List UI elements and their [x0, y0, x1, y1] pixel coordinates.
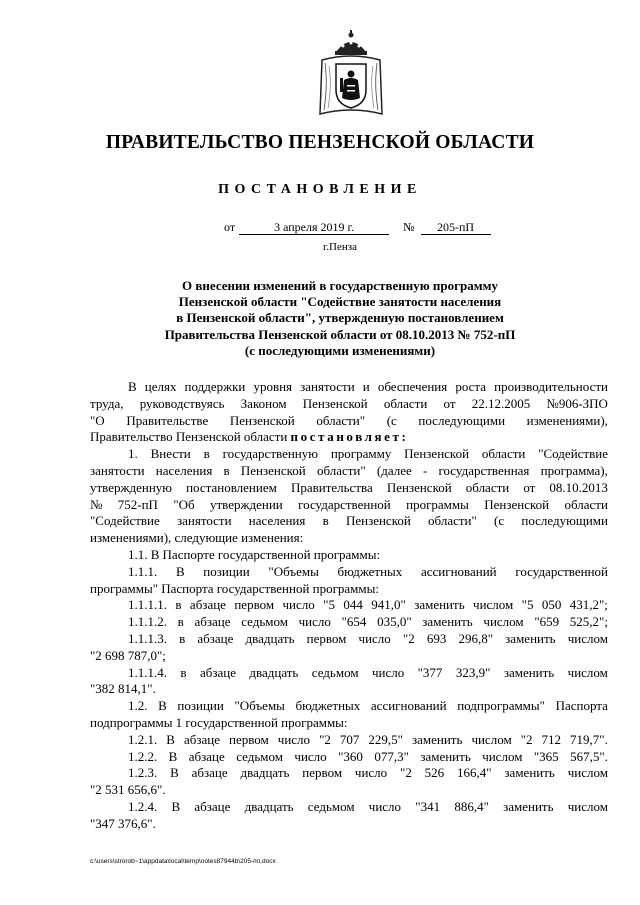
body-line: "2 531 656,6". [90, 782, 166, 798]
body-line: утвержденную постановлением Правительства Пензенской области от 08.10.2013 [90, 479, 608, 495]
date-number-line [224, 220, 491, 235]
number-prefix: № [403, 220, 415, 234]
body-line: 1.2.1. В абзаце первом число "2 707 229,5" заменить числом "2 712 719,7". [128, 731, 608, 747]
body-line: "Содействие занятости населения в Пензенской области" (с последующими [90, 513, 608, 529]
body-line: 1.1. В Паспорте государственной программы: [128, 546, 381, 562]
body-line: "О Правительстве Пензенской области" (с последующими изменениями), [90, 412, 608, 428]
body-line: программы" Паспорта государственной программы: [90, 580, 379, 596]
document-title [0, 278, 640, 359]
body-line: В целях поддержки уровня занятости и обеспечения роста производительности [128, 379, 608, 394]
coat-of-arms-icon [316, 30, 386, 118]
document-type: ПОСТАНОВЛЕНИЕ [218, 182, 422, 197]
body-line: 1.1.1.1. в абзаце первом число "5 044 941,0" заменить числом "5 050 431,2"; [128, 597, 608, 613]
body-line: "347 376,6". [90, 815, 156, 831]
body-line: 1.2.4. В абзаце двадцать седьмом число "341 886,4" заменить числом [128, 798, 608, 814]
decree-word: постановляет: [290, 429, 409, 445]
body-line: "382 814,1". [90, 681, 156, 697]
body-line: 1.1.1.2. в абзаце седьмом число "654 035,0" заменить числом "659 525,2"; [128, 614, 608, 630]
title-line: Пензенской области "Содействие занятости населения [178, 294, 502, 310]
body-line: подпрограммы 1 государственной программы: [90, 714, 348, 730]
body-line: 1. Внести в государственную программу Пензенской области "Содействие [128, 446, 608, 462]
title-line: Правительства Пензенской области от 08.10.2013 № 752-пП [164, 326, 516, 342]
body-line: Правительство Пензенской области постановляет: [90, 429, 409, 445]
body-line: 1.2. В позиции "Объемы бюджетных ассигнований подпрограммы" Паспорта [128, 698, 608, 714]
body-line: "2 698 787,0"; [90, 647, 166, 663]
title-line: в Пензенской области", утвержденную постановлением [176, 310, 504, 326]
body-line: занятости населения в Пензенской области" (далее - государственная программа), [90, 462, 608, 478]
city: г.Пенза [323, 241, 357, 253]
body-line: № 752-пП "Об утверждении государственной программы Пензенской области [90, 496, 608, 512]
title-line: О внесении изменений в государственную программу [182, 278, 498, 293]
body-line: изменениями), следующие изменения: [90, 530, 304, 546]
document-body [90, 379, 608, 833]
document-date: 3 апреля 2019 г. [239, 221, 389, 235]
title-line: (с последующими изменениями) [244, 342, 436, 358]
document-number: 205-пП [421, 221, 491, 235]
file-path-footer: c:\users\strorob~1\appdata\local\temp\notes87944b\205-пп.docx [90, 858, 276, 865]
date-prefix: от [224, 220, 236, 234]
body-line: труда, руководствуясь Законом Пензенской области от 22.12.2005 №906-ЗПО [90, 395, 608, 411]
body-line: 1.1.1.4. в абзаце двадцать седьмом число "377 323,9" заменить числом [128, 664, 608, 680]
body-line: 1.2.3. В абзаце двадцать первом число "2 526 166,4" заменить числом [128, 765, 608, 781]
body-line: 1.2.2. В абзаце седьмом число "360 077,3" заменить числом "365 567,5". [128, 748, 608, 764]
organization-title: ПРАВИТЕЛЬСТВО ПЕНЗЕНСКОЙ ОБЛАСТИ [105, 132, 535, 153]
body-line: 1.1.1. В позиции "Объемы бюджетных ассигнований государственной [128, 563, 608, 579]
body-line: 1.1.1.3. в абзаце двадцать первом число "2 693 296,8" заменить числом [128, 630, 608, 646]
